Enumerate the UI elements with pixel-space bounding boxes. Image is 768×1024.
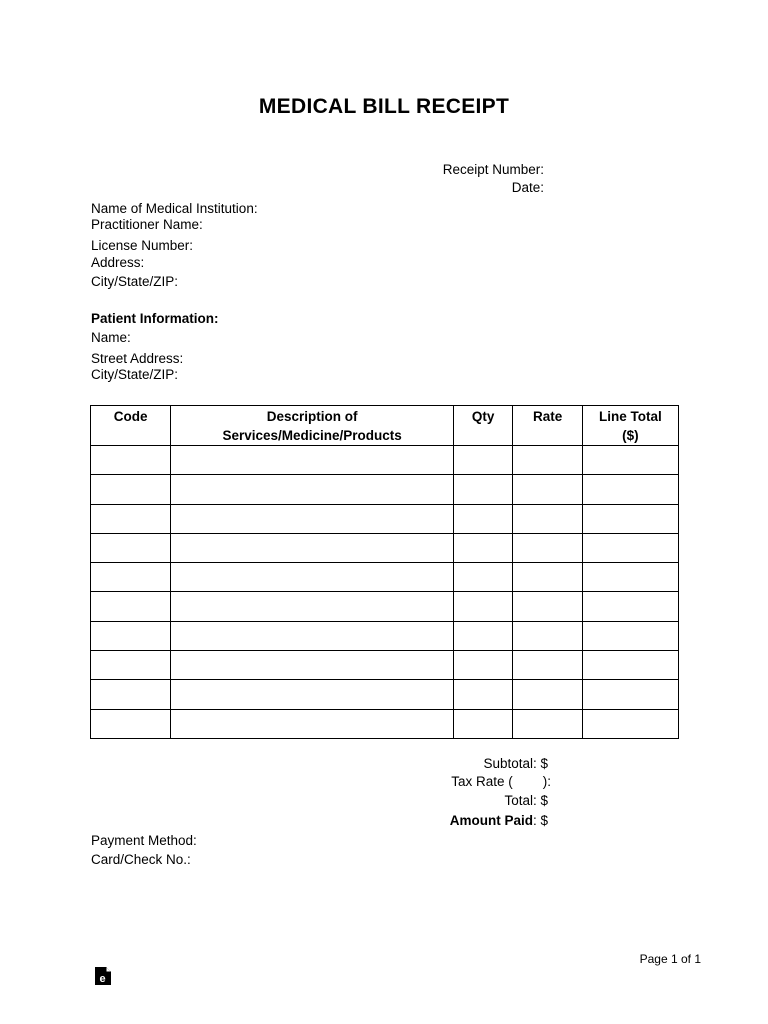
code-cell <box>91 446 171 475</box>
rate-cell <box>513 651 582 680</box>
rate-cell <box>513 533 582 562</box>
description-cell <box>171 680 454 709</box>
code-cell <box>91 592 171 621</box>
patient-street-label: Street Address: <box>91 351 184 366</box>
receipt-number-label: Receipt Number: <box>442 162 544 177</box>
rate-cell <box>513 504 582 533</box>
line-items-table <box>90 405 679 739</box>
table-row <box>91 709 679 738</box>
rate-cell <box>513 592 582 621</box>
rate-cell <box>513 621 582 650</box>
line-total-cell <box>582 563 678 592</box>
table-row <box>91 651 679 680</box>
subtotal-label: Subtotal: $ <box>483 756 548 771</box>
table-row <box>91 533 679 562</box>
table-row <box>91 475 679 504</box>
code-cell <box>91 475 171 504</box>
line-total-cell <box>582 592 678 621</box>
description-cell <box>171 592 454 621</box>
practitioner-name-label: Practitioner Name: <box>91 217 203 232</box>
table-row <box>91 680 679 709</box>
page-title: MEDICAL BILL RECEIPT <box>258 95 510 118</box>
code-cell <box>91 651 171 680</box>
total-label: Total: $ <box>504 793 548 808</box>
description-cell <box>171 651 454 680</box>
license-number-label: License Number: <box>91 238 194 253</box>
table-row <box>91 504 679 533</box>
qty-cell <box>453 533 512 562</box>
qty-cell <box>453 709 512 738</box>
header-rate: Rate <box>513 406 582 446</box>
code-cell <box>91 709 171 738</box>
line-total-cell <box>582 709 678 738</box>
code-cell <box>91 621 171 650</box>
line-total-cell <box>582 475 678 504</box>
table-header-row <box>91 406 679 446</box>
description-cell <box>171 504 454 533</box>
line-total-cell <box>582 621 678 650</box>
qty-cell <box>453 680 512 709</box>
code-cell <box>91 563 171 592</box>
description-cell <box>171 621 454 650</box>
patient-info-heading: Patient Information: <box>91 311 219 326</box>
card-check-label: Card/Check No.: <box>91 852 191 867</box>
line-total-cell <box>582 504 678 533</box>
qty-cell <box>453 446 512 475</box>
page-number: Page 1 of 1 <box>639 952 701 966</box>
institution-name-label: Name of Medical Institution: <box>91 201 258 216</box>
patient-name-label: Name: <box>91 330 131 345</box>
line-total-cell <box>582 533 678 562</box>
header-qty: Qty <box>453 406 512 446</box>
table-row <box>91 621 679 650</box>
line-total-cell <box>582 651 678 680</box>
description-cell <box>171 533 454 562</box>
svg-text:e: e <box>99 973 106 985</box>
description-cell <box>171 563 454 592</box>
address-label: Address: <box>91 255 145 270</box>
description-cell <box>171 709 454 738</box>
rate-cell <box>513 709 582 738</box>
table-row <box>91 563 679 592</box>
rate-cell <box>513 446 582 475</box>
date-label: Date: <box>511 180 544 195</box>
line-total-cell <box>582 446 678 475</box>
qty-cell <box>453 621 512 650</box>
qty-cell <box>453 592 512 621</box>
rate-cell <box>513 680 582 709</box>
institution-city-label: City/State/ZIP: <box>91 274 179 289</box>
qty-cell <box>453 651 512 680</box>
amount-paid-label: Amount Paid: $ <box>449 813 548 828</box>
header-line-total: Line Total ($) <box>582 406 678 446</box>
table-row <box>91 592 679 621</box>
description-cell <box>171 446 454 475</box>
patient-city-label: City/State/ZIP: <box>91 367 179 382</box>
rate-cell <box>513 475 582 504</box>
qty-cell <box>453 504 512 533</box>
header-code: Code <box>91 406 171 446</box>
table-row <box>91 446 679 475</box>
line-total-cell <box>582 680 678 709</box>
tax-rate-label: Tax Rate ( ): <box>451 774 551 789</box>
payment-method-label: Payment Method: <box>91 833 197 848</box>
header-description: Description of Services/Medicine/Products <box>171 406 454 446</box>
code-cell <box>91 504 171 533</box>
qty-cell <box>453 563 512 592</box>
code-cell <box>91 680 171 709</box>
code-cell <box>91 533 171 562</box>
description-cell <box>171 475 454 504</box>
rate-cell <box>513 563 582 592</box>
qty-cell <box>453 475 512 504</box>
eforms-logo-icon <box>93 965 113 987</box>
